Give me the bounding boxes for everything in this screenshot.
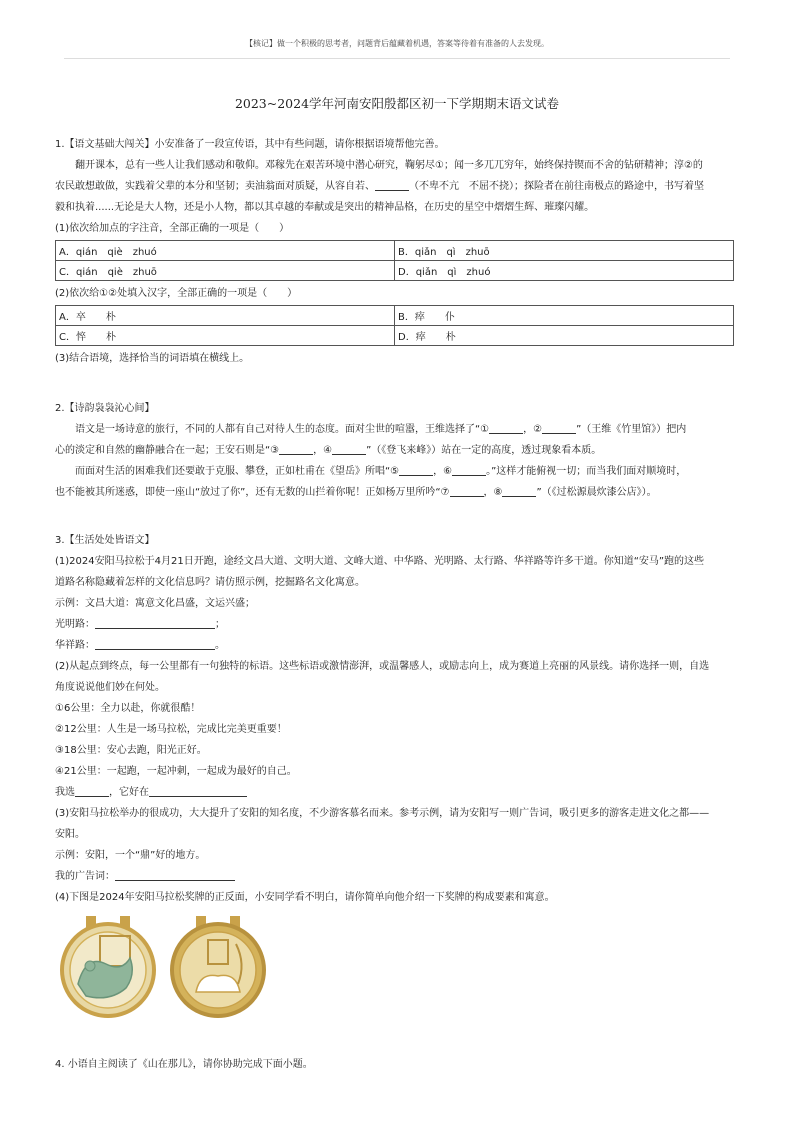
q1-sub1-options — [55, 240, 734, 281]
q1-passage-line-2: 农民敢想敢做，实践着父辈的本分和坚韧；卖油翁面对质疑，从容自若、 （不卑不亢 不屈不挠）；探险者在前往南极点的路途中，书写着坚 — [55, 176, 740, 197]
q2-line-3: 而面对生活的困难我们还要敢于克服、攀登，正如杜甫在《望岳》所唱“⑤ ，⑥ 。”这样才能俯视一切；而当我们面对顺境时， — [55, 461, 740, 482]
q3-reason-blank[interactable] — [149, 784, 247, 797]
q3-choose-blank[interactable] — [75, 784, 109, 797]
q1-sub2-prompt: (2)依次给①②处填入汉字，全部正确的一项是（ ） — [55, 288, 298, 299]
medal-front-image — [56, 914, 160, 1018]
q3-example-3: 示例：安阳，一个“鼎”好的地方。 — [55, 850, 206, 861]
question-1 — [55, 134, 740, 239]
q1-sub3 — [55, 348, 740, 369]
q3-road-1: 光明路： ； — [55, 614, 740, 635]
exam-title: 2023~2024学年河南安阳殷都区初一下学期期末语文试卷 — [234, 96, 560, 111]
q3-slogan-1: ①6公里：全力以赴，你就很酷！ — [55, 703, 201, 714]
q1-sub2-option-b[interactable]: B．瘁 仆 — [395, 306, 734, 326]
q3-sub2-line-2: 角度说说他们妙在何处。 — [55, 682, 165, 693]
medal-back-cloud — [196, 975, 240, 992]
q1-sub2-options — [55, 305, 734, 346]
page-banner: 【核记】做一个积极的思考者，问题背后蕴藏着机遇，答案等待着有准备的人去发现。 — [245, 39, 549, 48]
q3-sub3-line-1: (3)安阳马拉松举办的很成功，大大提升了安阳的知名度，不少游客慕名而来。参考示例，请为安阳写一则广告词，吸引更多的游客走进文化之都—— — [55, 808, 710, 819]
q3-slogan-4: ④21公里：一起跑，一起冲刺，一起成为最好的自己。 — [55, 766, 297, 777]
q2-blank-2[interactable] — [542, 421, 576, 434]
q2-blank-1[interactable] — [489, 421, 523, 434]
q3-road-2-blank[interactable] — [95, 637, 215, 650]
q3-road-2: 华祥路： 。 — [55, 635, 740, 656]
q2-line-4: 也不能被其所迷惑，即使一座山“放过了你”，还有无数的山拦着你呢！正如杨万里所吟“⑦ ，⑧ ”（《过松源晨炊漆公店》）。 — [55, 482, 740, 503]
q1-passage-line-1: 翻开课本，总有一些人让我们感动和敬仰。邓稼先在艰苦环境中潜心研究，鞠躬尽①；闻一多兀兀穷年，始终保持锲而不舍的钻研精神；淳②的 — [75, 160, 703, 171]
q3-choose: 我选 ，它好在 — [55, 782, 740, 803]
q2-blank-3[interactable] — [279, 442, 313, 455]
q1-sub1-option-a[interactable]: A．qián qiè zhuó — [56, 241, 395, 261]
q2-blank-6[interactable] — [452, 463, 486, 476]
q1-sub3-prompt: (3)结合语境，选择恰当的词语填在横线上。 — [55, 353, 250, 364]
q2-heading: 2.【诗韵袅袅沁心间】 — [55, 403, 155, 414]
q1-sub2-option-d[interactable]: D．瘁 朴 — [395, 326, 734, 346]
q3-slogan-3: ③18公里：安心去跑，阳光正好。 — [55, 745, 207, 756]
q3-sub4-line-1: (4)下图是2024年安阳马拉松奖牌的正反面，小安同学看不明白，请你简单向他介绍一下奖牌的构成要素和寓意。 — [55, 892, 555, 903]
q1-sub1-prompt: (1)依次给加点的字注音，全部正确的一项是（ ） — [55, 223, 290, 234]
q3-road-1-blank[interactable] — [95, 616, 215, 629]
q2-blank-5[interactable] — [399, 463, 433, 476]
q1-sub2-option-c[interactable]: C．悴 朴 — [56, 326, 395, 346]
q1-passage-line-3: 毅和执着......无论是大人物，还是小人物，都以其卓越的奉献或是突出的精神品格，在历史的星空中熠熠生辉、璀璨闪耀。 — [55, 202, 595, 213]
q2-blank-4[interactable] — [332, 442, 366, 455]
q3-sub2-line-1: (2)从起点到终点，每一公里都有一句独特的标语。这些标语或激情澎湃，或温馨感人，或励志向上，成为赛道上亮丽的风景线。请你选择一则，自选 — [55, 661, 710, 672]
q1-sub2 — [55, 283, 740, 304]
q2-line-2: 心的淡定和自然的幽静融合在一起；王安石则是“③ ，④ ”（《登飞来峰》）站在一定的高度，透过现象看本质。 — [55, 440, 740, 461]
q1-heading: 1.【语文基础大闯关】小安准备了一段宣传语，其中有些问题，请你根据语境帮他完善。 — [55, 139, 445, 150]
q3-ad: 我的广告词： — [55, 866, 740, 887]
q3-ad-blank[interactable] — [115, 868, 235, 881]
q1-sub1-option-c[interactable]: C．qián qiè zhuō — [56, 261, 395, 281]
q3-example-1: 示例：文昌大道：寓意文化昌盛，文运兴盛； — [55, 598, 255, 609]
q3-slogan-2: ②12公里：人生是一场马拉松，完成比完美更重要！ — [55, 724, 287, 735]
q1-sub2-option-a[interactable]: A．卒 朴 — [56, 306, 395, 326]
header-divider — [64, 58, 730, 59]
medal-front-bird-head — [85, 961, 95, 971]
medal-back-image — [166, 914, 270, 1018]
question-3 — [55, 530, 740, 908]
medal-back-inner — [180, 932, 256, 1008]
q1-sub1-option-b[interactable]: B．qiǎn qì zhuō — [395, 241, 734, 261]
q2-line-1: 语文是一场诗意的旅行，不同的人都有自己对待人生的态度。面对尘世的喧嚣，王维选择了“① ，② ”（王维《竹里馆》）把内 — [55, 419, 740, 440]
q1-blank[interactable] — [375, 178, 409, 191]
question-4 — [55, 1054, 740, 1075]
q3-sub1-line-1: (1)2024安阳马拉松于4月21日开跑，途经文昌大道、文明大道、文峰大道、中华路、光明路、太行路、华祥路等许多干道。你知道“安马”跑的这些 — [55, 556, 705, 567]
q3-sub3-line-2: 安阳。 — [55, 829, 85, 840]
q3-sub1-line-2: 道路名称隐藏着怎样的文化信息吗？请仿照示例，挖掘路名文化寓意。 — [55, 577, 365, 588]
q1-sub1-option-d[interactable]: D．qiǎn qì zhuó — [395, 261, 734, 281]
q4-heading: 4. 小语自主阅读了《山在那儿》，请你协助完成下面小题。 — [55, 1059, 313, 1070]
question-2 — [55, 398, 740, 503]
q3-heading: 3.【生活处处皆语文】 — [55, 535, 155, 546]
q2-blank-7[interactable] — [450, 484, 484, 497]
q2-blank-8[interactable] — [502, 484, 536, 497]
